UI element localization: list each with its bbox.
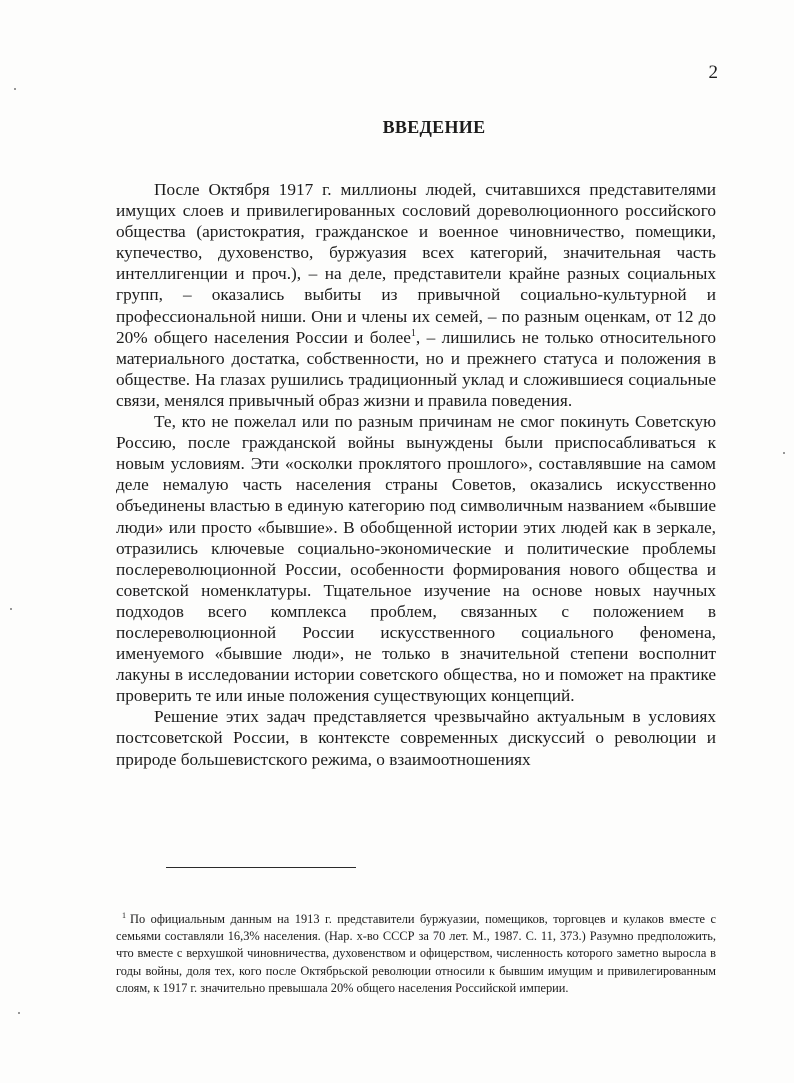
scan-speck bbox=[783, 452, 785, 454]
footnote-reference: 1 bbox=[410, 327, 416, 339]
paragraph-1 bbox=[116, 179, 716, 411]
page-number: 2 bbox=[708, 62, 718, 83]
footnote-text: По официальным данным на 1913 г. представители буржуазии, помещиков, торговцев и кулаков вместе с семьями составляли 16,3% населения. (Нар. х-во СССР за 70 лет. М., 1987. С. 11, 373.) Разумно предположить, что вместе с верхушкой чиновничества, духовенством и офицерством, численность которого заметно выросла в годы войны, доля тех, кого после Октябрьской революции относили к бывшим имущим и привилегированным слоям, к 1917 г. значительно превышала 20% общего населения Российской империи. bbox=[116, 912, 716, 995]
scan-speck bbox=[14, 88, 16, 90]
section-heading: ВВЕДЕНИЕ bbox=[382, 117, 486, 137]
paragraph-3: Решение этих задач представляется чрезвычайно актуальным в условиях постсоветской России, в контексте современных дискуссий о революции и природе большевистского режима, о взаимоотношениях bbox=[116, 707, 716, 769]
body-text bbox=[116, 179, 716, 770]
footnote bbox=[116, 911, 716, 997]
scan-speck bbox=[10, 608, 12, 610]
paragraph-2: Те, кто не пожелал или по разным причинам не смог покинуть Советскую Россию, после гражданской войны вынуждены были приспосабливаться к новым условиям. Эти «осколки проклятого прошлого», составлявшие на самом деле немалую часть населения страны Советов, оказались искусственно объединены властью в единую категорию под символичным названием «бывшие люди» или просто «бывшие». В обобщенной истории этих людей как в зеркале, отразились ключевые социально-экономические и политические проблемы послереволюционной России, особенности формирования нового общества и советской номенклатуры. Тщательное изучение на основе новых научных подходов всего комплекса проблем, связанных с положением в послереволюционной России искусственного социального феномена, именуемого «бывшие люди», не только в значительной степени восполнит лакуны в исследовании истории советского общества, но и поможет на практике проверить те или иные положения существующих концепций. bbox=[116, 412, 716, 706]
footnote-separator bbox=[166, 867, 356, 868]
paragraph-1-text: После Октября 1917 г. миллионы людей, считавшихся представителями имущих слоев и привилегированных сословий дореволюционного российского общества (аристократия, гражданское и военное чиновничество, помещики, купечество, духовенство, буржуазия всех категорий, значительная часть интеллигенции и проч.), – на деле, представители крайне разных социальных групп, – оказались выбиты из привычной социально-культурной и профессиональной ниши. Они и члены их семей, – по разным оценкам, от 12 до 20% общего населения России и более bbox=[116, 180, 716, 347]
paragraph-1-continuation: , – лишились не только относительного материального достатка, собственности, но и прежнего статуса и положения в обществе. На глазах рушились традиционный уклад и сложившиеся социальные связи, менялся привычный образ жизни и правила поведения. bbox=[116, 327, 716, 410]
footnote-marker: 1 bbox=[122, 910, 126, 920]
scan-speck bbox=[18, 1012, 20, 1014]
